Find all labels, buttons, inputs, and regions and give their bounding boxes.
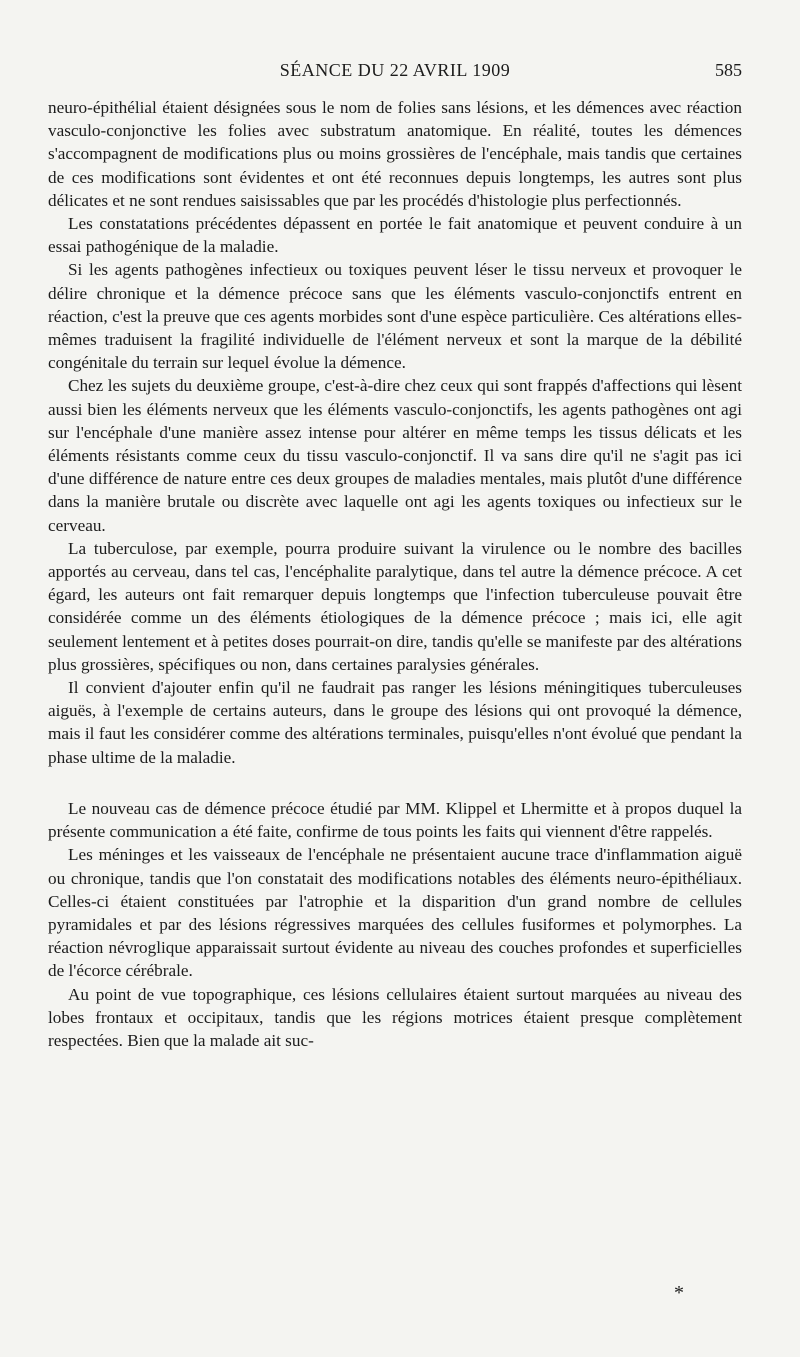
paragraph: Au point de vue topographique, ces lésions cellulaires étaient surtout marquées au niveau des lobes frontaux et occipitaux, tandis que les régions motrices étaient presque complètement respectées. Bien que la malade ait suc- — [48, 984, 742, 1050]
section-gap — [48, 769, 742, 797]
paragraph: Il convient d'ajouter enfin qu'il ne faudrait pas ranger les lésions méningitiques tuberculeuses aiguës, à l'exemple de certains auteurs, dans le groupe des lésions qui ont provoqué la démence, mais il faut les considérer comme des altérations terminales, puisqu'elles n'ont évolué que pendant la phase ultime de la maladie. — [48, 678, 742, 767]
paragraph: Chez les sujets du deuxième groupe, c'est-à-dire chez ceux qui sont frappés d'affections qui lèsent aussi bien les éléments nerveux que les éléments vasculo-conjonctifs, les agents pathogènes ont agi sur l'encéphale d'une manière assez intense pour altérer en même temps les tissus délicats et les éléments résistants comme ceux du tissu vasculo-conjonctif. Il va sans dire qu'il ne s'agit pas ici d'une différence de nature entre ces deux groupes de maladies mentales, mais plutôt d'une différence dans la manière brutale ou discrète avec laquelle ont agi les agents toxiques ou infectieux sur le cerveau. — [48, 376, 742, 535]
paragraph: Les constatations précédentes dépassent en portée le fait anatomique et peuvent conduire à un essai pathogénique de la maladie. — [48, 214, 742, 257]
paragraph: Si les agents pathogènes infectieux ou toxiques peuvent léser le tissu nerveux et provoquer le délire chronique et la démence précoce sans que les éléments vasculo-conjonctifs entrent en réaction, c'est la preuve que ces agents morbides sont d'une espèce particulière. Ces altérations elles-mêmes traduisent la fragilité individuelle de l'élément nerveux et sont la marque de la débilité congénitale du terrain sur lequel évolue la démence. — [48, 260, 742, 373]
page-number: 585 — [715, 60, 742, 80]
body-text — [48, 96, 742, 1052]
running-head — [48, 60, 742, 84]
paragraph: Le nouveau cas de démence précoce étudié par MM. Klippel et Lhermitte et à propos duquel la présente communication a été faite, confirme de tous points les faits qui viennent d'être rappelés. — [48, 798, 742, 842]
paragraph: Les méninges et les vaisseaux de l'encéphale ne présentaient aucune trace d'inflammation aiguë ou chronique, tandis que l'on constatait des modifications notables des éléments neuro-épithéliaux. Celles-ci étaient constituées par l'atrophie et la disparition d'un grand nombre de cellules pyramidales et par des lésions régressives marquées des cellules fusiformes et polymorphes. La réaction névroglique apparaissait surtout évidente au niveau des couches profondes et superficielles de l'écorce cérébrale. — [48, 845, 742, 981]
paragraph-continued: neuro-épithélial étaient désignées sous le nom de folies sans lésions, et les démences avec réaction vasculo-conjonctive les folies avec substratum anatomique. En réalité, toutes les démences s'accompagnent de modifications plus ou moins grossières de l'encéphale, mais tandis que certaines de ces modifications sont évidentes et ont été reconnues depuis longtemps, les autres sont plus délicates et ne sont rendues saisissables que par les procédés d'histologie plus perfectionnés. — [48, 98, 742, 210]
signature-mark: * — [674, 1282, 684, 1304]
paragraph: La tuberculose, par exemple, pourra produire suivant la virulence ou le nombre des bacilles apportés au cerveau, dans tel cas, l'encéphalite paralytique, dans tel autre la démence précoce. A cet égard, les auteurs ont fait remarquer depuis longtemps que l'infection tuberculeuse pouvait être considérée comme un des éléments étiologiques de la démence précoce ; mais ici, elle agit seulement lentement et à petites doses pourrait-on dire, tandis qu'elle se manifeste par des altérations plus grossières, spécifiques ou non, dans certaines paralysies générales. — [48, 538, 742, 674]
header-title: SÉANCE DU 22 AVRIL 1909 — [279, 60, 511, 80]
